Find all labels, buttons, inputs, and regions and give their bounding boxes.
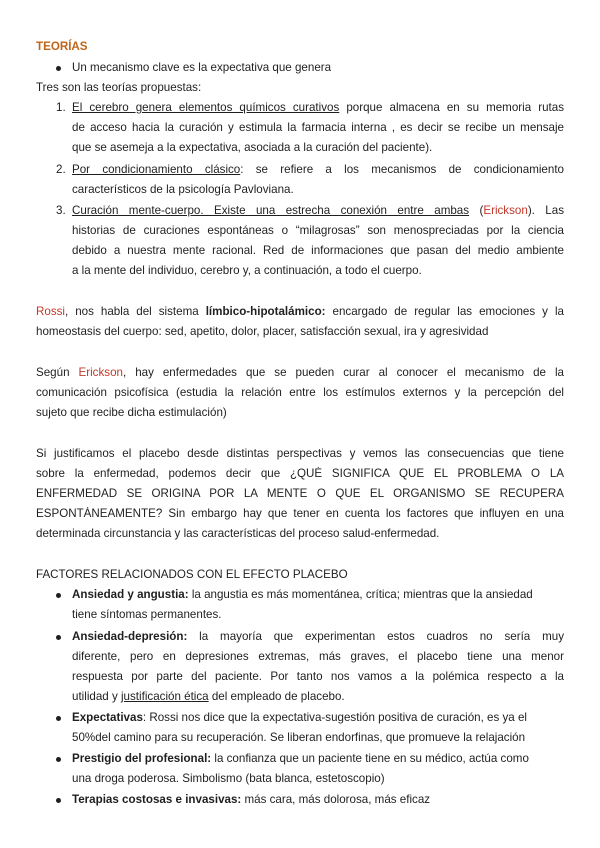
factor-2-line-1: Ansiedad-depresión: la mayoría que experimentan estos cuadros no sería muy: [72, 630, 564, 643]
factor-2-line-3: respuesta por parte del paciente. Por tanto nos vamos a la polémica respecto a la: [72, 670, 564, 683]
theory-2-lead: Por condicionamiento clásico: [72, 163, 241, 176]
factor-5-line-1: Terapias costosas e invasivas: más cara, más dolorosa, más eficaz: [72, 793, 431, 806]
factor-2-line-4: utilidad y justificación ética del empleado de placebo.: [72, 690, 345, 703]
bullet-icon: [56, 66, 61, 71]
theory-3-line-4: a la mente del individuo, cerebro y, a continuación, a todo el cuerpo.: [72, 264, 422, 277]
list-number: 1.: [56, 101, 66, 114]
factor-4-line-1: Prestigio del profesional: la confianza que un paciente tiene en su médico, actúa como: [72, 752, 529, 765]
theory-3-line-3: debido a nuestra mente racional. Red de informaciones que pasan del medio ambiente: [72, 244, 564, 257]
placebo-line-5: determinada circunstancia y las características del proceso salud-enfermedad.: [36, 527, 440, 540]
author-name: Rossi: [36, 305, 65, 318]
list-number: 2.: [56, 163, 66, 176]
theory-3-lead: Curación mente-cuerpo. Existe una estrecha conexión entre ambas: [72, 204, 470, 217]
erickson-line-2: comunicación psicofísica (estudia la relación entre los estímulos externos y la percepción del: [36, 386, 564, 399]
factor-4-line-2: una droga poderosa. Simbolismo (bata blanca, estetoscopio): [72, 772, 385, 785]
theory-1-line-1: El cerebro genera elementos químicos curativos porque almacena en su memoria rutas: [72, 101, 564, 114]
theory-3-line-1: Curación mente-cuerpo. Existe una estrecha conexión entre ambas (Erickson). Las: [72, 204, 564, 217]
factor-2-line-2: diferente, pero en depresiones extremas, más graves, el placebo tiene una menor: [72, 650, 564, 663]
theory-2-line-2: característicos de la psicología Pavloviana.: [72, 183, 294, 196]
theory-1-lead: El cerebro genera elementos químicos curativos: [72, 101, 340, 114]
rossi-line-1: Rossi, nos habla del sistema límbico-hipotalámico: encargado de regular las emociones y la: [36, 305, 564, 318]
factor-1-line-2: tiene síntomas permanentes.: [72, 608, 222, 621]
factor-1-line-1: Ansiedad y angustia: la angustia es más momentánea, crítica; mientras que la ansiedad: [72, 588, 533, 601]
author-name: Erickson: [78, 366, 123, 379]
section-title: TEORÍAS: [36, 40, 88, 53]
erickson-line-3: sujeto que recibe dicha estimulación): [36, 406, 227, 419]
rossi-line-2: homeostasis del cuerpo: sed, apetito, dolor, placer, satisfacción sexual, ira y agresividad: [36, 325, 489, 338]
bullet-icon: [56, 635, 61, 640]
list-number: 3.: [56, 204, 66, 217]
erickson-line-1: Según Erickson, hay enfermedades que se pueden curar al conocer el mecanismo de la: [36, 366, 564, 379]
author-name: Erickson: [483, 204, 528, 217]
bullet-icon: [56, 593, 61, 598]
bullet-icon: [56, 757, 61, 762]
placebo-line-1: Si justificamos el placebo desde distintas perspectivas y vemos las consecuencias que tiene: [36, 447, 564, 460]
factors-title: FACTORES RELACIONADOS CON EL EFECTO PLACEBO: [36, 568, 348, 581]
intro-bullet: Un mecanismo clave es la expectativa que genera: [72, 61, 332, 74]
intro-text: Tres son las teorías propuestas:: [36, 81, 202, 94]
bullet-icon: [56, 798, 61, 803]
theory-3-line-2: historias de curaciones espontáneas o “milagrosas” son menospreciadas por la ciencia: [72, 224, 564, 237]
theory-1-line-3: que se asemeja a la expectativa, asociada a la curación del paciente).: [72, 141, 433, 154]
placebo-line-3: ENFERMEDAD SE ORIGINA POR LA MENTE O QUE EL ORGANISMO SE RECUPERA: [36, 487, 564, 500]
theory-1-line-2: de acceso hacia la curación y estimula la farmacia interna , es decir se recibe un mensaje: [72, 121, 564, 134]
placebo-line-4: ESPONTÁNEAMENTE? Sin embargo hay que tener en cuenta los factores que influyen en una: [36, 507, 564, 520]
factor-3-line-2: 50%del camino para su recuperación. Se liberan endorfinas, que promueve la relajación: [72, 731, 526, 744]
theory-2-line-1: Por condicionamiento clásico: se refiere a los mecanismos de condicionamiento: [72, 163, 564, 176]
factor-3-line-1: Expectativas: Rossi nos dice que la expectativa-sugestión positiva de curación, es ya el: [72, 711, 528, 724]
bullet-icon: [56, 716, 61, 721]
placebo-line-2: sobre la enfermedad, podemos decir que ¿QUÉ SIGNIFICA QUE EL PROBLEMA O LA: [36, 467, 564, 480]
